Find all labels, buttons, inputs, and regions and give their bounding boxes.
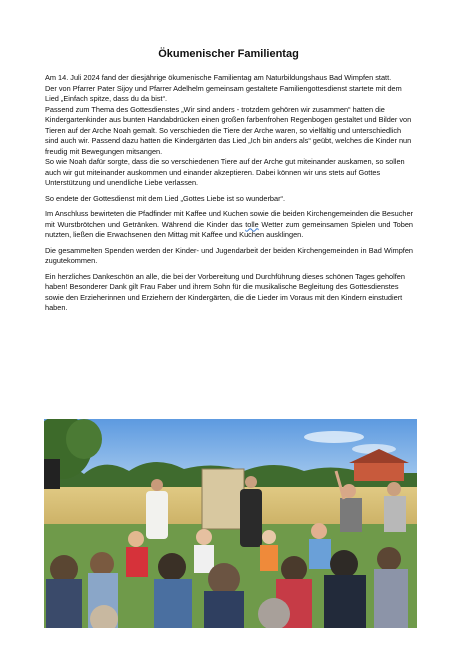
catering-text-end: Wetter zum gemeinsamen Spielen und Toben nutzten, ließen die Erwachsenen den Mittag mit Kaffee und Kuchen ausklingen. [45,219,413,239]
catering-text-start: Im Anschluss bewirteten die Pfadfinder mit Kaffee und Kuchen sowie die beiden Kirchengemeinden die Besucher mit Wurstbrötchen und Getränken. Während die Kinder das [45,209,413,229]
event-photo-illustration [44,419,417,628]
paragraph-catering [45,209,413,241]
paragraph-closing-song: So endete der Gottesdienst mit dem Lied „Gottes Liebe ist so wunderbar“. [45,193,286,203]
spellcheck-word: tolle [245,219,259,229]
document-title: Ökumenischer Familientag [158,48,299,60]
paragraph-thanks: Ein herzliches Dankeschön an alle, die bei der Vorbereitung und Durchführung dieses schönen Tages geholfen haben! Besonderer Dank gilt Frau Faber und ihrem Sohn für die musikalische Begleitung des Gottesdienstes sowie den Erzieherinnen und Erziehern der Kindergärten, die die Lieder im Voraus mit den Kindern einstudiert haben. [45,271,405,312]
paragraph-theme: Passend zum Thema des Gottesdienstes „Wir sind anders - trotzdem gehören wir zusammen“ hatten die Kindergartenkinder aus bunten Handabdrücken einen großen farbenfrohen Regenbogen gestaltet und Bilder von Tieren auf der Arche Noah gemalt. So verschieden die Tiere der Arche waren, so vielfältig und unterschiedlich sind auch wir. Passend dazu hatten die Kindergärten das Lied „Ich bin anders als“ geübt, welches die Kinder nun freudig mit Bewegungen mitsangen. [45,104,412,156]
document-body [45,73,413,314]
paragraph-donations: Die gesammelten Spenden werden der Kinder- und Jugendarbeit der beiden Kirchengemeinden in Bad Wimpfen zugutekommen. [45,245,413,265]
paragraph-intro: Am 14. Juli 2024 fand der diesjährige ökumenische Familientag am Naturbildungshaus Bad Wimpfen statt. [45,73,392,82]
paragraph-service: Der von Pfarrer Pater Sijoy und Pfarrer Adelhelm gemeinsam gestaltete Familiengottesdienst startete mit dem Lied „Einfach spitze, dass du da bist“. [45,83,402,103]
paragraph-noah: So wie Noah dafür sorgte, dass die so verschiedenen Tiere auf der Arche gut miteinander auskamen, so sollen auch wir gut miteinander auskommen und einander akzeptieren. Dabei können wir uns stets auf Gottes Unterstützung und unendliche Liebe verlassen. [45,157,405,187]
event-photo [44,419,417,628]
